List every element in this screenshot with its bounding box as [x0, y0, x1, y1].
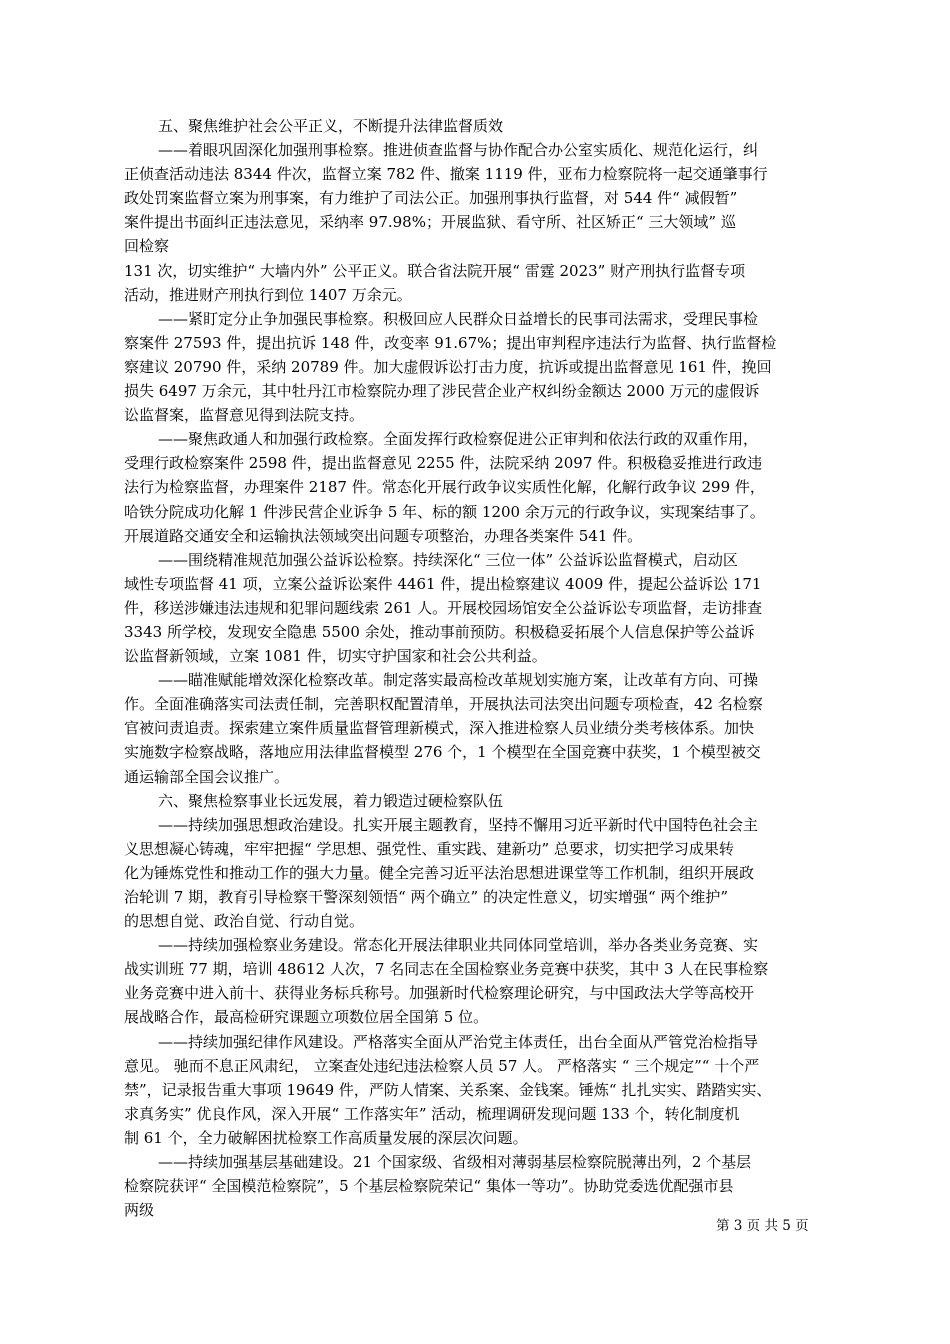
paragraph-line: 检察院获评“ 全国模范检察院”，5 个基层检察院荣记“ 集体一等功”。协助党委选优配强市县: [124, 1177, 734, 1196]
paragraph-line: 正侦查活动违法 8344 件次，监督立案 782 件、撤案 1119 件，亚布力检察院将一起交通肇事行: [124, 165, 768, 184]
paragraph-line: 131 次，切实维护“ 大墙内外” 公平正义。联合省法院开展“ 雷霆 2023” 财产刑执行监督专项: [124, 261, 746, 280]
paragraph-line: 两级: [124, 1201, 155, 1220]
paragraph-line: 制 61 个，全力破解困扰检察工作高质量发展的深层次问题。: [124, 1128, 528, 1147]
paragraph-start-line: ——持续加强纪律作风建设。严格落实全面从严治党主体责任，出台全面从严管党治检指导: [158, 1032, 759, 1051]
paragraph-line: 案件提出书面纠正违法意见，采纳率 97.98%；开展监狱、看守所、社区矫正“ 三大领域” 巡: [124, 213, 736, 232]
paragraph-start-line: ——聚焦政通人和加强行政检察。全面发挥行政检察促进公正审判和依法行政的双重作用，: [158, 430, 759, 449]
paragraph-line: 的思想自觉、政治自觉、行动自觉。: [124, 912, 365, 931]
paragraph-start-line: ——着眼巩固深化加强刑事检察。推进侦查监督与协作配合办公室实质化、规范化运行，纠: [158, 141, 759, 160]
paragraph-start-line: 六、聚焦检察事业长远发展，着力锻造过硬检察队伍: [158, 791, 504, 810]
paragraph-line: 活动，推进财产刑执行到位 1407 万余元。: [124, 285, 412, 304]
paragraph-start-line: ——围绕精准规范加强公益诉讼检察。持续深化“ 三位一体” 公益诉讼监督模式，启动区: [158, 550, 738, 569]
paragraph-line: 禁”，记录报告重大事项 19649 件，严防人情案、关系案、金钱案。锤炼“ 扎扎实实、踏踏实实、: [124, 1080, 772, 1099]
paragraph-start-line: 五、聚焦维护社会公平正义，不断提升法律监督质效: [158, 117, 504, 135]
paragraph-start-line: ——持续加强思想政治建设。扎实开展主题教育，坚持不懈用习近平新时代中国特色社会主: [158, 815, 759, 834]
paragraph-line: 损失 6497 万余元，其中牡丹江市检察院办理了涉民营企业产权纠纷金额达 2000 万元的虚假诉: [124, 382, 760, 401]
paragraph-line: 3343 所学校，发现安全隐患 5500 余处，推动事前预防。积极稳妥拓展个人信息保护等公益诉: [124, 622, 755, 641]
paragraph-line: 意见。 驰而不息正风肃纪， 立案查处违纪违法检察人员 57 人。 严格落实 “ 三个规定”“ 十个严: [124, 1056, 760, 1075]
paragraph-line: 回检察: [124, 237, 170, 256]
paragraph-line: 业务竞赛中进入前十、获得业务标兵称号。加强新时代检察理论研究，与中国政法大学等高校开: [124, 984, 755, 1003]
paragraph-line: 件，移送涉嫌违法违规和犯罪问题线索 261 人。开展校园场馆安全公益诉讼专项监督，走访排查: [124, 598, 763, 617]
paragraph-start-line: ——持续加强基层基础建设。21 个国家级、省级相对薄弱基层检察院脱薄出列，2 个基层: [158, 1153, 752, 1172]
paragraph-line: 实施数字检察战略，落地应用法律监督模型 276 个，1 个模型在全国竞赛中获奖，1 个模型被交: [124, 743, 761, 762]
paragraph-line: 讼监督案，监督意见得到法院支持。: [124, 406, 365, 425]
paragraph-line: 开展道路交通安全和运输执法领域突出问题专项整治，办理各类案件 541 件。: [124, 526, 643, 545]
page-number: 第 3 页 共 5 页: [716, 1218, 809, 1234]
paragraph-line: 法行为检察监督，办理案件 2187 件。常态化开展行政争议实质性化解，化解行政争议 299 件，: [124, 478, 765, 497]
paragraph-start-line: ——持续加强检察业务建设。常态化开展法律职业共同体同堂培训，举办各类业务竞赛、实: [158, 936, 759, 955]
paragraph-start-line: ——紧盯定分止争加强民事检察。积极回应人民群众日益增长的民事司法需求，受理民事检: [158, 309, 759, 328]
paragraph-line: 讼监督新领域，立案 1081 件，切实守护国家和社会公共利益。: [124, 647, 547, 666]
paragraph-line: 义思想凝心铸魂，牢牢把握“ 学思想、强党性、重实践、建新功” 总要求，切实把学习成果转: [124, 839, 734, 858]
paragraph-line: 战实训班 77 期，培训 48612 人次，7 名同志在全国检察业务竞赛中获奖，其中 3 人在民事检察: [124, 960, 769, 979]
paragraph-line: 通运输部全国会议推广。: [124, 767, 290, 786]
paragraph-line: 域性专项监督 41 项，立案公益诉讼案件 4461 件，提出检察建议 4009 件，提起公益诉讼 171: [124, 574, 762, 593]
paragraph-line: 哈铁分院成功化解 1 件涉民营企业诉争 5 年、标的额 1200 余万元的行政争议，实现案结事了。: [124, 502, 765, 521]
paragraph-line: 政处罚案监督立案为刑事案，有力维护了司法公正。加强刑事执行监督，对 544 件“ 减假暂”: [124, 189, 738, 208]
paragraph-line: 察案件 27593 件，提出抗诉 148 件，改变率 91.67%；提出审判程序违法行为监督、执行监督检: [124, 333, 777, 352]
paragraph-line: 化为锤炼党性和推动工作的强大力量。健全完善习近平法治思想进课堂等工作机制，组织开展政: [124, 863, 755, 882]
paragraph-line: 展战略合作，最高检研究课题立项数位居全国第 5 位。: [124, 1008, 489, 1027]
paragraph-line: 受理行政检察案件 2598 件，提出监督意见 2255 件，法院采纳 2097 件。积极稳妥推进行政违: [124, 454, 763, 473]
paragraph-line: 治轮训 7 期，教育引导检察干警深刻领悟“ 两个确立” 的决定性意义，切实增强“ 两个维护”: [124, 888, 729, 906]
paragraph-start-line: ——瞄准赋能增效深化检察改革。制定落实最高检改革规划实施方案，让改革有方向、可操: [158, 671, 759, 690]
paragraph-line: 求真务实” 优良作风，深入开展“ 工作落实年” 活动，梳理调研发现问题 133 个，转化制度机: [124, 1104, 740, 1123]
paragraph-line: 察建议 20790 件，采纳 20789 件。加大虚假诉讼打击力度，抗诉或提出监督意见 161 件，挽回: [124, 357, 772, 376]
paragraph-line: 官被问责追责。探索建立案件质量监督管理新模式，深入推进检察人员业绩分类考核体系。加快: [124, 719, 755, 738]
document-body: [124, 114, 830, 1222]
paragraph-line: 作。全面准确落实司法责任制，完善职权配置清单，开展执法司法突出问题专项检查，42 名检察: [124, 695, 763, 714]
